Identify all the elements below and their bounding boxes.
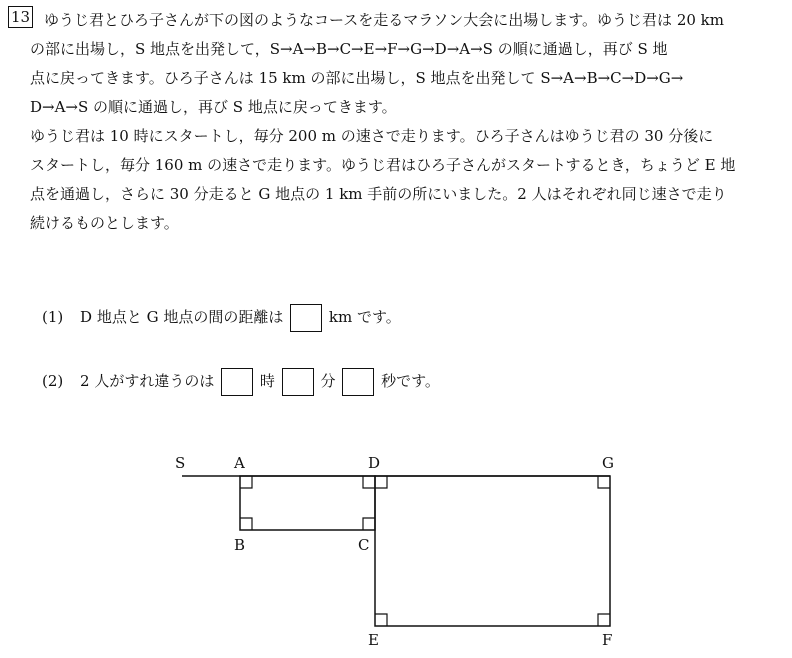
- question-1-unit: km です。: [328, 308, 401, 326]
- question-2-number: (2): [42, 372, 64, 390]
- problem-line: 続けるものとします。: [30, 214, 179, 232]
- question-2-unit-second: 秒です。: [381, 372, 440, 390]
- question-number: 13: [8, 6, 33, 28]
- question-1-text: D 地点と G 地点の間の距離は: [80, 308, 284, 326]
- point-label-d: D: [368, 454, 381, 472]
- problem-line: ゆうじ君は 10 時にスタートし，毎分 200 m の速さで走ります。ひろ子さんはゆうじ君の 30 分後に: [30, 127, 714, 145]
- question-2-unit-hour: 時: [259, 372, 275, 390]
- problem-line: の部に出場し，S 地点を出発して，S→A→B→C→E→F→G→D→A→S の順に通過し，再び S 地: [30, 40, 668, 58]
- question-1-number: (1): [42, 308, 64, 326]
- course-loop-degf: [375, 476, 610, 626]
- problem-line: D→A→S の順に通過し，再び S 地点に戻ってきます。: [30, 98, 397, 116]
- question-2-unit-minute: 分: [320, 372, 336, 390]
- point-label-a: A: [234, 454, 245, 472]
- question-2-text: 2 人がすれ違うのは: [80, 372, 215, 390]
- point-label-s: S: [175, 454, 186, 472]
- problem-line: スタートし，毎分 160 m の速さで走ります。ゆうじ君はひろ子さんがスタートするとき，ちょうど E 地: [30, 156, 736, 174]
- point-label-b: B: [234, 536, 246, 554]
- right-angle-marks: [240, 476, 610, 626]
- point-label-g: G: [602, 454, 614, 472]
- point-label-f: F: [602, 631, 613, 649]
- point-label-c: C: [358, 536, 370, 554]
- point-label-e: E: [368, 631, 379, 649]
- problem-line: 点を通過し，さらに 30 分走ると G 地点の 1 km 手前の所にいました。2 人はそれぞれ同じ速さで走り: [30, 185, 727, 203]
- problem-line: ゆうじ君とひろ子さんが下の図のようなコースを走るマラソン大会に出場します。ゆうじ君は 20 km: [44, 11, 724, 29]
- problem-line: 点に戻ってきます。ひろ子さんは 15 km の部に出場し，S 地点を出発して S→A→B→C→D→G→: [30, 69, 684, 87]
- course-loop-abcd: [240, 476, 375, 530]
